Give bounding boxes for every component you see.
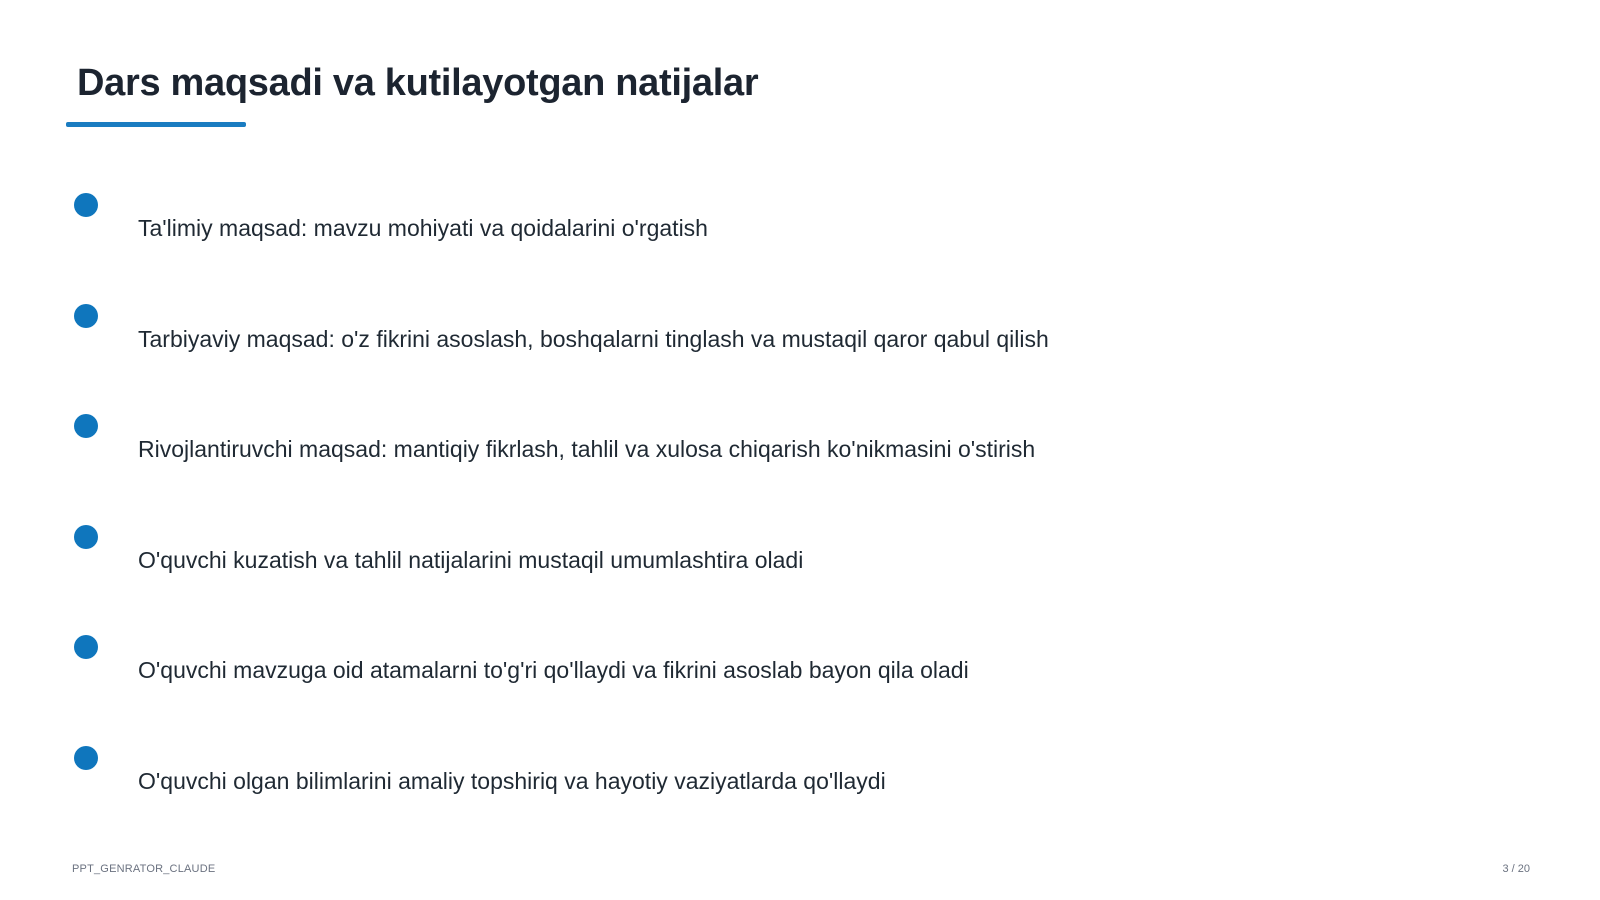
bullet-dot-icon <box>74 414 98 438</box>
bullet-dot-icon <box>74 746 98 770</box>
bullet-dot-icon <box>74 304 98 328</box>
bullet-dot-icon <box>74 635 98 659</box>
list-item <box>0 304 1200 374</box>
bullet-dot-icon <box>74 193 98 217</box>
bullet-text: Tarbiyaviy maqsad: o'z fikrini asoslash, boshqalarni tinglash va mustaqil qaror qabul qilish <box>138 326 1049 352</box>
bullet-text: Rivojlantiruvchi maqsad: mantiqiy fikrlash, tahlil va xulosa chiqarish ko'nikmasini o'stirish <box>138 436 1036 462</box>
list-item <box>0 635 1200 705</box>
page-number: 3 / 20 <box>1502 863 1530 875</box>
bullet-text: O'quvchi kuzatish va tahlil natijalarini mustaqil umumlashtira oladi <box>138 547 804 573</box>
list-item <box>0 193 1200 263</box>
list-item <box>0 746 1200 816</box>
list-item <box>0 414 1200 484</box>
bullet-text: O'quvchi olgan bilimlarini amaliy topshiriq va hayotiy vaziyatlarda qo'llaydi <box>138 768 886 794</box>
bullet-text: Ta'limiy maqsad: mavzu mohiyati va qoidalarini o'rgatish <box>138 215 708 241</box>
bullet-dot-icon <box>74 525 98 549</box>
bullet-text: O'quvchi mavzuga oid atamalarni to'g'ri qo'llaydi va fikrini asoslab bayon qila oladi <box>138 657 969 683</box>
footer-source: PPT_GENRATOR_CLAUDE <box>72 863 216 875</box>
list-item <box>0 525 1200 595</box>
title-underline <box>66 122 246 127</box>
slide-title: Dars maqsadi va kutilayotgan natijalar <box>77 62 759 104</box>
